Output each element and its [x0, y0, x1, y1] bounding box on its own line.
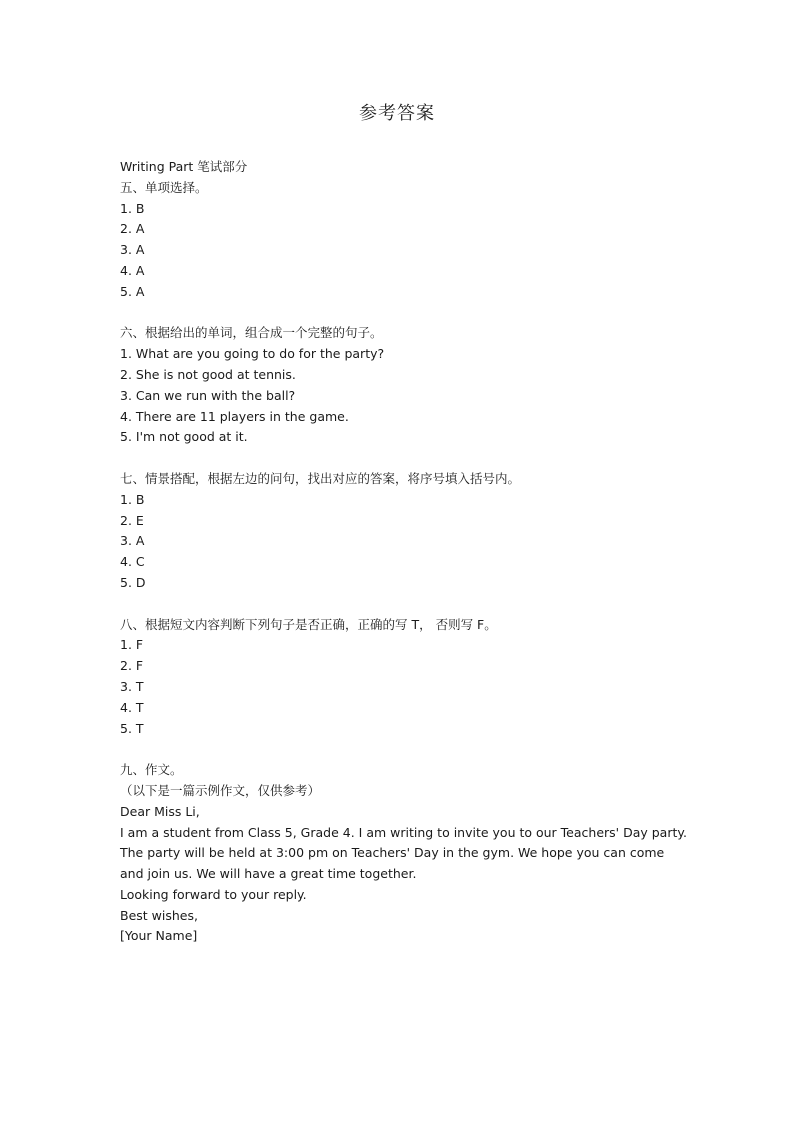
answer-item: 1. B [120, 200, 145, 216]
answer-item: 1. F [120, 637, 144, 653]
answer-item: 5. I'm not good at it. [120, 429, 248, 445]
section-heading: 五、单项选择。 [120, 179, 208, 195]
answer-item: 5. D [120, 574, 146, 590]
answer-item: 1. What are you going to do for the party? [120, 346, 385, 362]
section-matching [120, 469, 690, 594]
letter-closing-line: Looking forward to your reply. [120, 886, 307, 902]
section-heading: 九、作文。 [120, 762, 183, 778]
answer-item: 4. A [120, 262, 145, 278]
letter-signature: [Your Name] [120, 928, 198, 944]
section-heading: 七、情景搭配，根据左边的问句，找出对应的答案，将序号填入括号内。 [120, 470, 521, 486]
section-heading: 八、根据短文内容判断下列句子是否正确，正确的写 T， 否则写 F。 [120, 616, 497, 632]
letter-body: I am a student from Class 5, Grade 4. I am writing to invite you to our Teachers' Day party. The party will be held at 3:00 pm on Teachers' Day in the gym. We hope you can come and join us. We will have a great time together. [120, 824, 687, 882]
answer-item: 2. E [120, 512, 144, 528]
answer-item: 1. B [120, 491, 145, 507]
answer-item: 4. T [120, 699, 144, 715]
letter-greeting: Dear Miss Li, [120, 803, 200, 819]
answer-item: 3. A [120, 533, 145, 549]
answer-item: 2. A [120, 221, 145, 237]
section-composition [120, 760, 690, 947]
letter-sign-off: Best wishes, [120, 907, 198, 923]
section-sentence-building [120, 323, 690, 448]
composition-note: （以下是一篇示例作文，仅供参考） [120, 782, 321, 798]
answer-item: 5. T [120, 720, 144, 736]
answer-item: 4. C [120, 554, 145, 570]
answer-item: 3. Can we run with the ball? [120, 387, 296, 403]
section-heading: 六、根据给出的单词，组合成一个完整的句子。 [120, 325, 383, 341]
answer-item: 3. T [120, 678, 144, 694]
answer-item: 3. A [120, 242, 145, 258]
answer-item: 4. There are 11 players in the game. [120, 408, 349, 424]
page-title: 参考答案 [359, 103, 435, 124]
answer-item: 2. F [120, 658, 144, 674]
section-true-false [120, 615, 690, 740]
part-heading: Writing Part 笔试部分 [120, 159, 248, 174]
answer-item: 2. She is not good at tennis. [120, 366, 296, 382]
section-single-choice [120, 178, 690, 303]
answer-item: 5. A [120, 283, 145, 299]
answer-content [120, 157, 690, 947]
